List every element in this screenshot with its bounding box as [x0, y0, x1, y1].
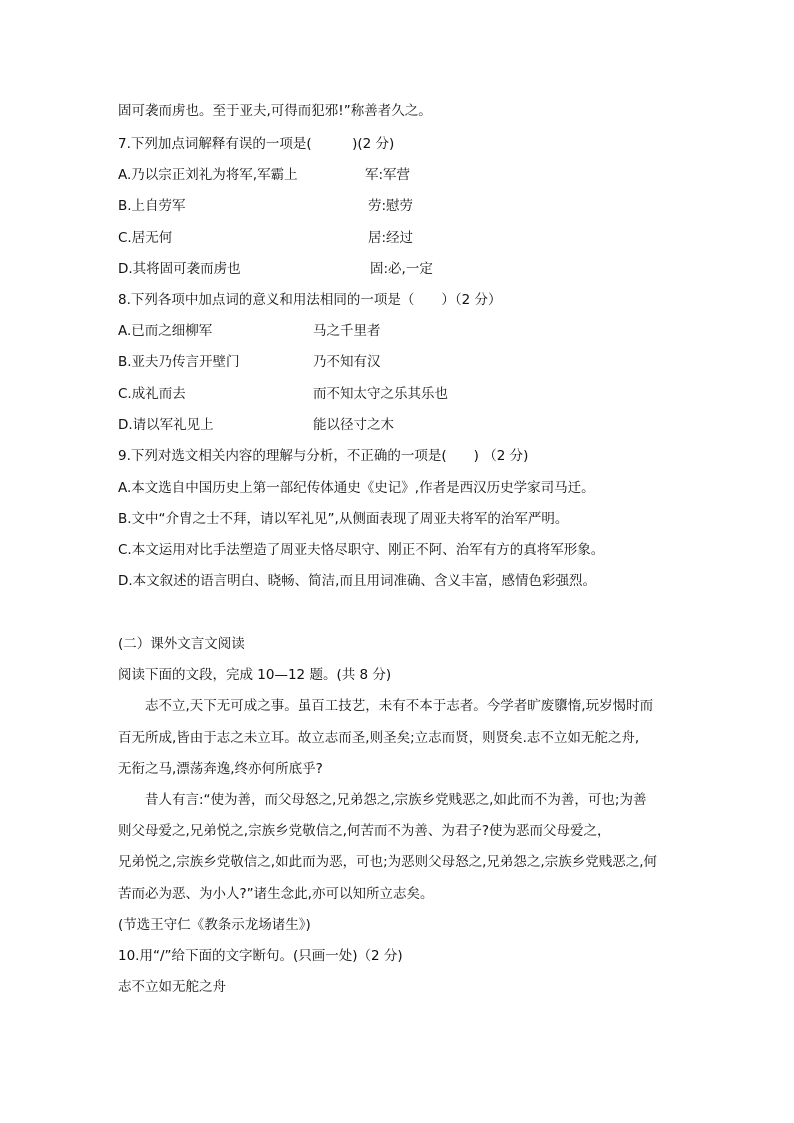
q8-option-c-compare: 而不知太守之乐其乐也 — [313, 386, 448, 402]
passage-paragraph-1-line-2: 百无所成,皆由于志之未立耳。故立志而圣,则圣矣;立志而贤，则贤矣.志不立如无舵之舟, — [118, 730, 640, 746]
passage-paragraph-1-line-3: 无衔之马,漂荡奔逸,终亦何所底乎? — [118, 761, 323, 777]
q7-option-c: C.居无何 — [118, 230, 173, 246]
question-10: 10.用“/”给下面的文字断句。(只画一处)（2 分) — [118, 948, 403, 964]
passage-paragraph-2-line-1: 昔人有言:“使为善，而父母怒之,兄弟怨之,宗族乡党贱恶之,如此而不为善，可也;为善 — [145, 792, 647, 808]
q9-option-c: C.本文运用对比手法塑造了周亚夫恪尽职守、刚正不阿、治军有方的真将军形象。 — [118, 542, 605, 558]
section-heading: (二）课外文言文阅读 — [118, 636, 245, 652]
q8-option-b: B.亚夫乃传言开壁门 — [118, 354, 240, 370]
passage-paragraph-2-line-4: 苦而必为恶、为小人?”诸生念此,亦可以知所立志矣。 — [118, 886, 434, 902]
reading-instructions: 阅读下面的文段，完成 10—12 题。(共 8 分) — [118, 667, 392, 683]
q7-option-b-meaning: 劳:慰劳 — [368, 198, 414, 214]
q8-option-d: D.请以军礼见上 — [118, 417, 214, 433]
q7-option-b: B.上自劳军 — [118, 198, 186, 214]
q7-option-c-meaning: 居:经过 — [368, 230, 414, 246]
q8-option-a-compare: 马之千里者 — [313, 323, 381, 339]
q8-option-c: C.成礼而去 — [118, 386, 186, 402]
q7-option-d-meaning: 固:必,一定 — [370, 261, 433, 277]
q7-option-a: A.乃以宗正刘礼为将军,军霸上 — [118, 167, 298, 183]
q8-option-a: A.已而之细柳军 — [118, 323, 213, 339]
question-10-text: 志不立如无舵之舟 — [118, 979, 226, 995]
q9-option-a: A.本文选自中国历史上第一部纪传体通史《史记》,作者是西汉历史学家司马迁。 — [118, 480, 595, 496]
q8-option-d-compare: 能以径寸之木 — [313, 417, 394, 433]
q8-option-b-compare: 乃不知有汉 — [313, 354, 381, 370]
q7-option-d: D.其将固可袭而虏也 — [118, 261, 241, 277]
q9-option-d: D.本文叙述的语言明白、晓畅、简洁,而且用词准确、含义丰富，感情色彩强烈。 — [118, 573, 596, 589]
question-8: 8.下列各项中加点词的意义和用法相同的一项是（ ）（2 分） — [118, 292, 502, 308]
passage-closing-line: 固可袭而虏也。至于亚夫,可得而犯邪!”称善者久之。 — [118, 103, 432, 119]
question-9: 9.下列对选文相关内容的理解与分析，不正确的一项是( ) （2 分) — [118, 448, 529, 464]
passage-source: (节选王守仁《教条示龙场诸生》) — [118, 917, 311, 933]
passage-paragraph-2-line-3: 兄弟悦之,宗族乡党敬信之,如此而为恶，可也;为恶则父母怒之,兄弟怨之,宗族乡党贱恶之,何 — [118, 854, 658, 870]
passage-paragraph-1-line-1: 志不立,天下无可成之事。虽百工技艺，未有不本于志者。今学者旷废隳惰,玩岁愒时而 — [145, 698, 654, 714]
passage-paragraph-2-line-2: 则父母爱之,兄弟悦之,宗族乡党敬信之,何苦而不为善、为君子?使为恶而父母爱之， — [118, 823, 611, 839]
question-7: 7.下列加点词解释有误的一项是( )(2 分) — [118, 136, 395, 152]
q7-option-a-meaning: 军:军营 — [365, 167, 411, 183]
q9-option-b: B.文中“介胄之士不拜，请以军礼见”,从侧面表现了周亚夫将军的治军严明。 — [118, 511, 569, 527]
